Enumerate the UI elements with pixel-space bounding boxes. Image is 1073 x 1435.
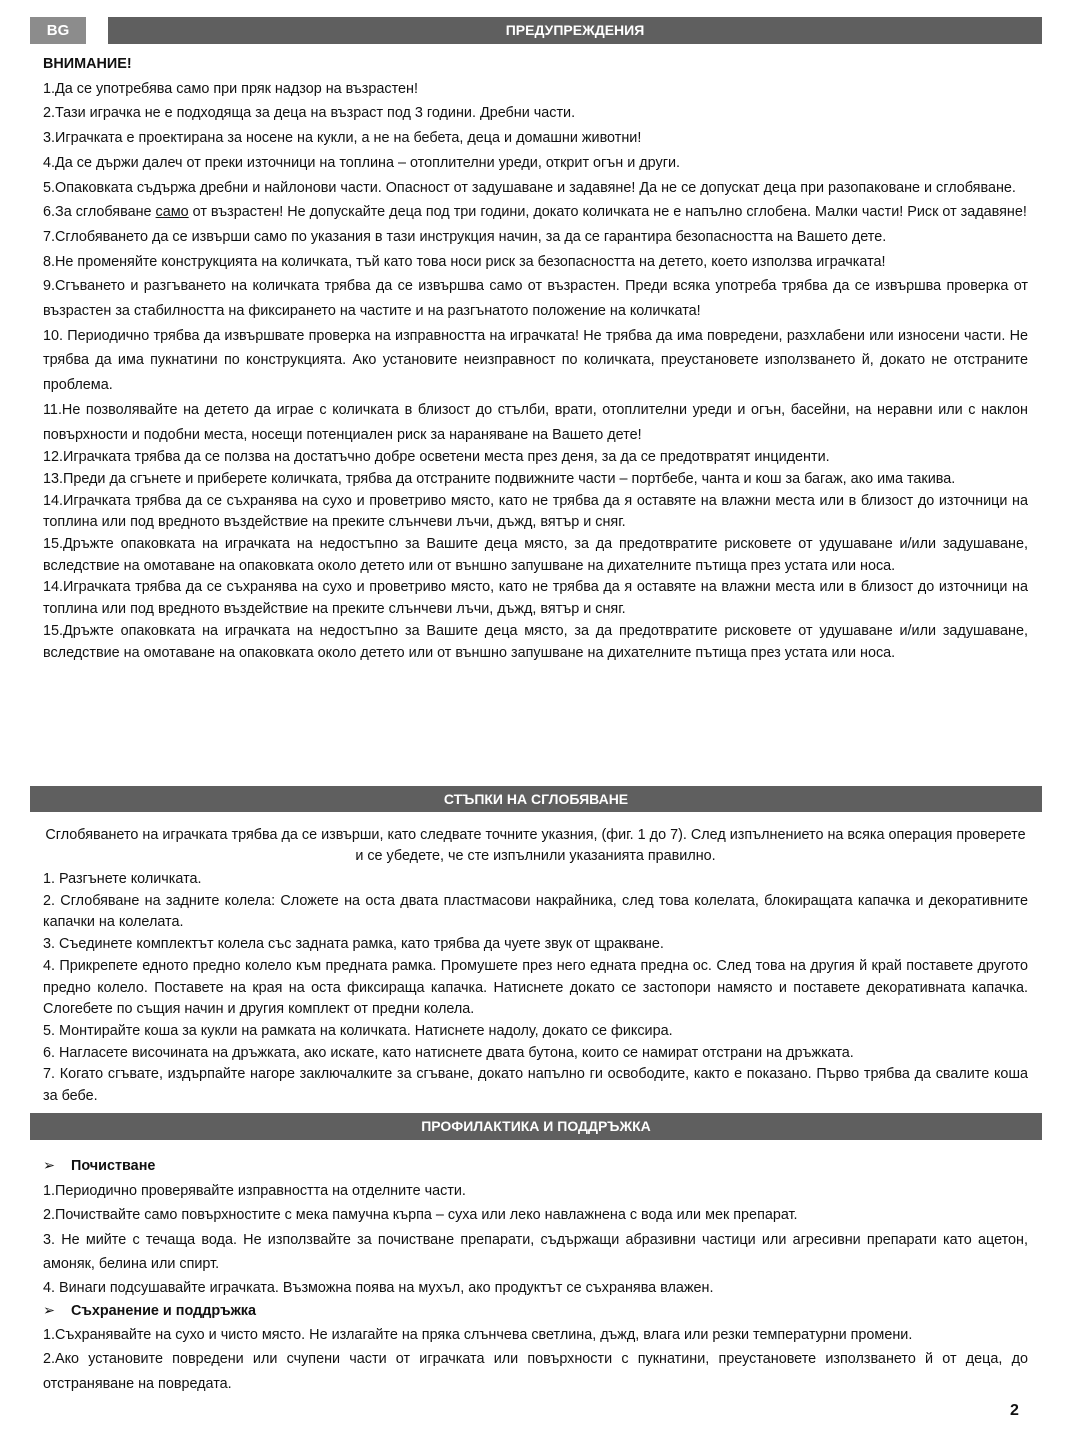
warning-item: 14.Играчката трябва да се съхранява на сухо и проветриво място, като не трябва да я оставяте на влажни места или в близост до източници на топлина или под вредното въздействие на преките слънчеви лъчи, дъжд, вятър и сняг. xyxy=(43,579,1028,618)
warning-item: 4.Да се държи далеч от преки източници на топлина – отоплителни уреди, открит огън и други. xyxy=(43,154,680,171)
cleaning-item: 4. Винаги подсушавайте играчката. Възможна поява на мухъл, ако продуктът се съхранява влажен. xyxy=(43,1279,714,1296)
warning-item: 14.Играчката трябва да се съхранява на сухо и проветриво място, като не трябва да я оставяте на влажни места или в близост до източници на топлина или под вредното въздействие на преките слънчеви лъчи, дъжд, вятър и сняг. xyxy=(43,492,1028,531)
assembly-step: 5. Монтирайте коша за кукли на рамката на количката. Натиснете надолу, докато се фиксира. xyxy=(43,1022,673,1039)
care-section xyxy=(43,1154,1028,1396)
warning-item-6-start: 6.За сглобяване xyxy=(43,204,156,221)
assembly-section xyxy=(43,825,1028,1108)
cleaning-item: 3. Не мийте с течаща вода. Не използвайте за почистване препарати, съдържащи абразивни частици или агресивни препарати като ацетон, амоняк, белина или спирт. xyxy=(43,1231,1028,1272)
assembly-step: 2. Сглобяване на задните колела: Сложете на оста двата пластмасови накрайника, след това колелата, блокиращата капачка и декоративните капачки на колелата. xyxy=(43,892,1028,931)
storage-item: 1.Съхранявайте на сухо и чисто място. Не излагайте на пряка слънчева светлина, дъжд, влага или резки температурни промени. xyxy=(43,1326,913,1343)
assembly-intro: Сглобяването на играчката трябва да се извърши, като следвате точните указния, (фиг. 1 до 7). След изпълнението на всяка операция проверете и се убедете, че сте изпълнили указанията правилно. xyxy=(45,827,1026,864)
warning-item: 12.Играчката трябва да се ползва на достатъчно добре осветени места през деня, за да се предотвратят инциденти. xyxy=(43,449,830,466)
warning-item: 10. Периодично трябва да извършвате проверка на изправността на играчката! Не трябва да има повредени, разхлабени или износени части. Не трябва да има пукнатини по конструкцията. Ако установите неизправност по количката, преустановете използването й, докато не отстраните проблема. xyxy=(43,327,1028,394)
warning-item: 15.Дръжте опаковката на играчката на недостъпно за Вашите деца място, за да предотвратите рисковете от удушаване и/или задушаване, вследствие на омотаване на опаковката около детето или от външно запушване на дихателните пътища през устата или носа. xyxy=(43,622,1028,661)
warning-item: 3.Играчката е проектирана за носене на кукли, а не на бебета, деца и домашни животни! xyxy=(43,130,642,147)
cleaning-item: 2.Почиствайте само повърхностите с мека памучна кърпа – суха или леко навлажнена с вода или мек препарат. xyxy=(43,1207,798,1223)
warnings-heading: ВНИМАНИЕ! xyxy=(43,56,132,72)
warnings-title-bar: ПРЕДУПРЕЖДЕНИЯ xyxy=(108,17,1042,44)
warnings-section xyxy=(43,52,1028,664)
assembly-step: 3. Съединете комплектът колела със задната рамка, като трябва да чуете звук от щракване. xyxy=(43,936,664,953)
cleaning-heading xyxy=(43,1154,1028,1179)
arrow-bullet-icon: ➢ xyxy=(43,1302,56,1319)
page-number: 2 xyxy=(1010,1402,1019,1419)
assembly-step: 1. Разгънете количката. xyxy=(43,871,202,887)
assembly-step: 7. Когато сгъвате, издърпайте нагоре заключалките за сгъване, докато напълно ги освободите, както е показано. Първо трябва да свалите коша за бебе. xyxy=(43,1066,1028,1105)
warning-item-6-end: от възрастен! Не допускайте деца под три години, докато количката не е напълно сглобена. Малки части! Риск от задавяне! xyxy=(188,204,1027,221)
cleaning-heading-text: Почистване xyxy=(71,1158,156,1174)
warning-item: 15.Дръжте опаковката на играчката на недостъпно за Вашите деца място, за да предотвратите рисковете от удушаване и/или задушаване, вследствие на омотаване на опаковката около детето или от външно запушване на дихателните пътища през устата или носа. xyxy=(43,536,1028,574)
warning-item: 8.Не променяйте конструкцията на количката, тъй като това носи риск за безопасността на детето, което използва играчката! xyxy=(43,253,886,270)
assembly-step: 4. Прикрепете едното предно колело към предната рамка. Промушете през него едната предна ос. След това на другия й край поставете другото предно колело. Поставете на края на оста фиксираща капачка. Натиснете докато се застопори намясто и поставете декоративната капачка. Слогебете по същия начин и другия комплект от предни колела. xyxy=(43,957,1028,1018)
storage-heading-text: Съхранение и поддръжка xyxy=(71,1302,257,1319)
assembly-title-bar: СТЪПКИ НА СГЛОБЯВАНЕ xyxy=(30,786,1042,812)
care-title-bar: ПРОФИЛАКТИКА И ПОДДРЪЖКА xyxy=(30,1113,1042,1140)
warning-item: 5.Опаковката съдържа дребни и найлонови части. Опасност от задушаване и задавяне! Да не се допускат деца при разопаковане и сглобяване. xyxy=(43,179,1016,196)
warning-item: 2.Тази играчка не е подходяща за деца на възраст под 3 години. Дребни части. xyxy=(43,105,576,122)
arrow-bullet-icon: ➢ xyxy=(43,1158,56,1174)
warning-item xyxy=(43,200,1028,225)
warning-item: 13.Преди да сгънете и приберете количката, трябва да отстраните подвижните части – портбебе, чанта и кош за багаж, ако има такива. xyxy=(43,470,956,487)
language-badge: BG xyxy=(30,17,86,44)
cleaning-item: 1.Периодично проверявайте изправността на отделните части. xyxy=(43,1182,466,1199)
assembly-step: 6. Нагласете височината на дръжката, ако искате, като натиснете двата бутона, които се намират отстрани на дръжката. xyxy=(43,1044,854,1061)
warning-item: 11.Не позволявайте на детето да играе с количката в близост до стълби, врати, отоплителни уреди и огън, басейни, на неравни или с наклон повърхности и подобни места, носещи потенциален риск за нараняване на Вашето дете! xyxy=(43,401,1028,443)
storage-heading xyxy=(43,1300,1028,1323)
warning-item: 7.Сглобяването да се извърши само по указания в тази инструкция начин, за да се гарантира безопасността на Вашето дете. xyxy=(43,228,887,245)
warning-item: 1.Да се употребява само при пряк надзор на възрастен! xyxy=(43,80,418,97)
underlined-word: само xyxy=(155,204,189,221)
storage-item: 2.Ако установите повредени или счупени части от играчката или повърхности с пукнатини, преустановете използването й от деца, до отстраняване на повредата. xyxy=(43,1351,1028,1392)
warning-item: 9.Сгъването и разгъването на количката трябва да се извършва само от възрастен. Преди всяка употреба трябва да се извършва проверка от възрастен за стабилността на фиксирането на частите и на разгънатото положение на количката! xyxy=(43,278,1028,320)
